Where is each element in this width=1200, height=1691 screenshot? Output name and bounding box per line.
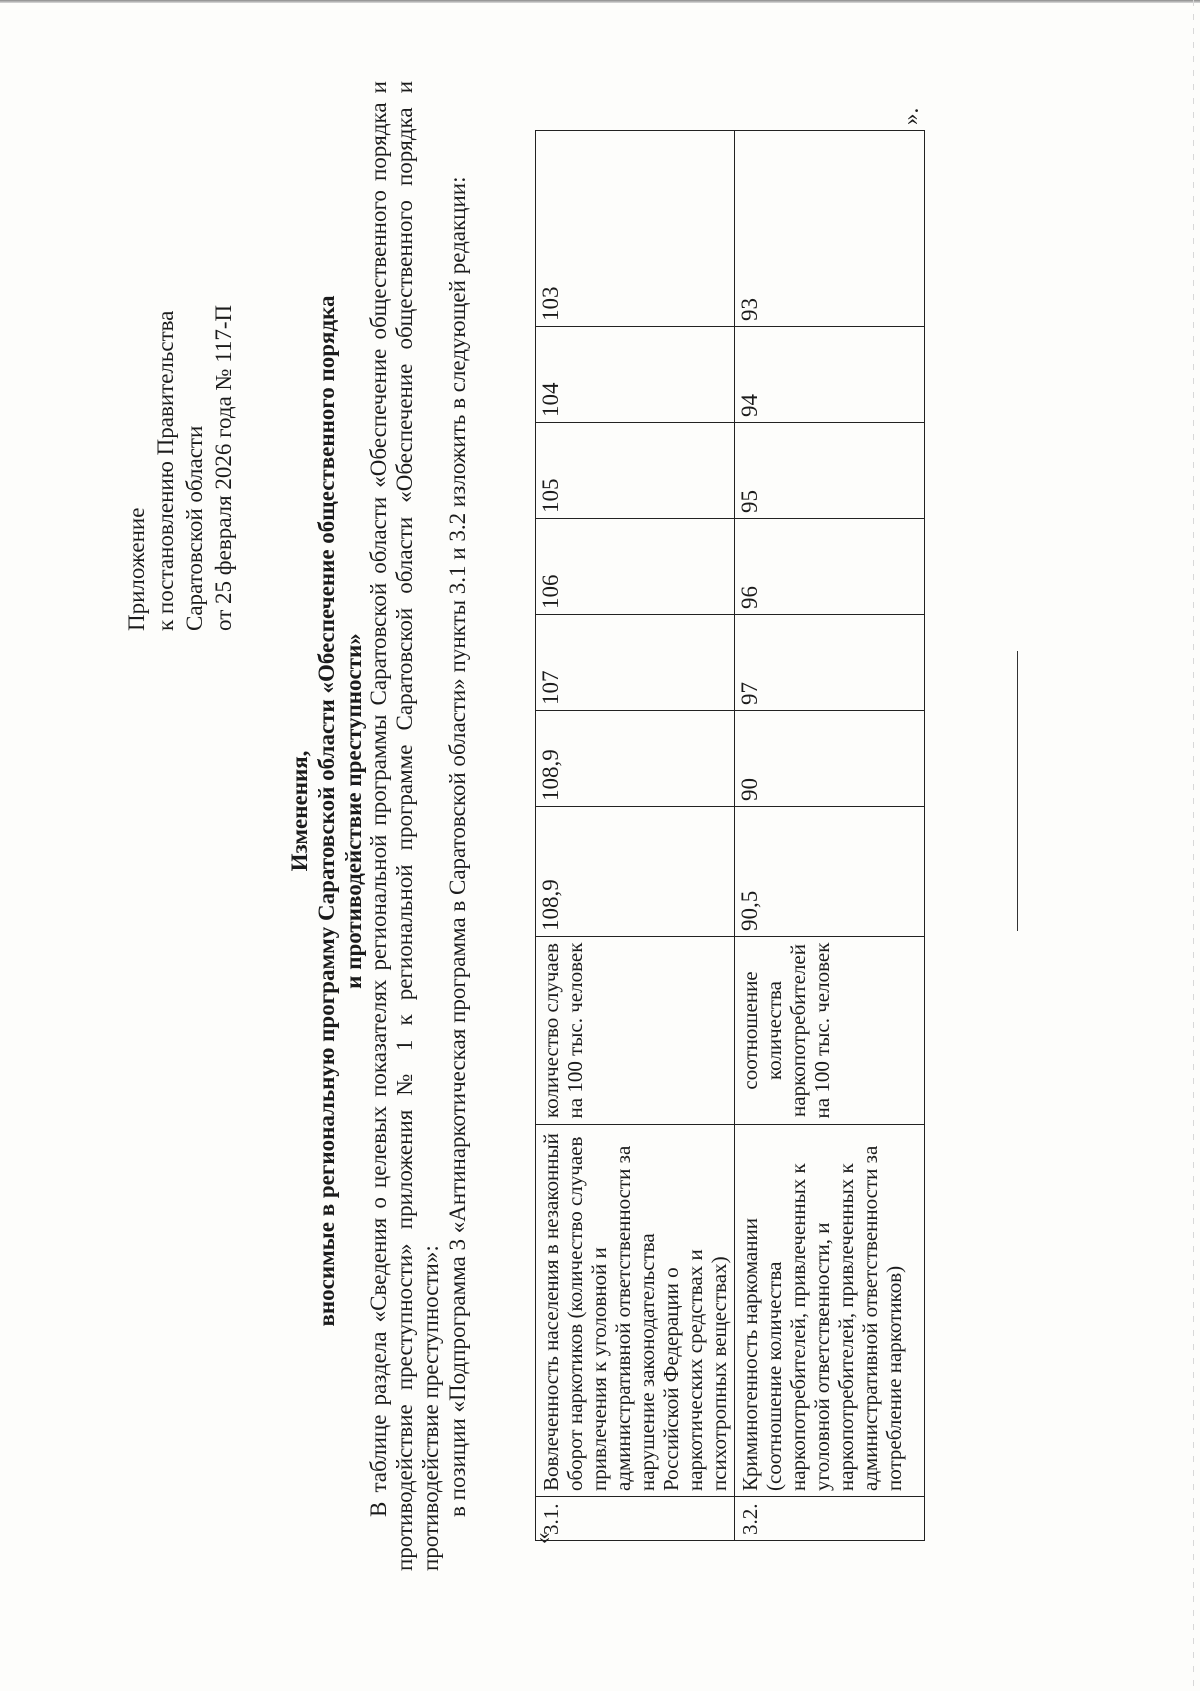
table-row [536, 131, 735, 1541]
closing-rule [1017, 651, 1018, 931]
indicators-table [535, 130, 925, 1541]
indicator-value: 108,9 [536, 711, 735, 807]
unit-of-measure: соотношение количества наркопотребителей на 100 тыс. человек [735, 937, 925, 1125]
indicator-value: 103 [536, 131, 735, 327]
appendix-line-1: Приложение [124, 507, 149, 631]
paragraph-2: в позиции «Подпрограмма 3 «Антинаркотическая программа в Саратовской области» пункты 3.1 и 3.2 изложить в следующей редакции: [445, 176, 470, 1517]
row-number: 3.2. [735, 1497, 925, 1541]
indicator-value: 106 [536, 519, 735, 615]
title-line-1: Изменения, [287, 750, 312, 872]
quote-close-mark: ». [898, 107, 923, 125]
indicator-value: 107 [536, 615, 735, 711]
unit-of-measure: количество случаев на 100 тыс. человек [536, 937, 735, 1125]
indicator-name: Вовлеченность населения в незаконный оборот наркотиков (количество случаев привлечения к уголовной и административной ответственности за нарушение законодательства Российской Федерации о наркотических средствах и психотропных веществах) [536, 1125, 735, 1497]
indicator-value: 96 [735, 519, 925, 615]
indicator-value: 90 [735, 711, 925, 807]
indicator-value: 105 [536, 423, 735, 519]
indicator-value: 97 [735, 615, 925, 711]
indicator-value: 90,5 [735, 807, 925, 937]
indicator-name: Криминогенность наркомании (соотношение количества наркопотребителей, привлеченных к уголовной ответственности, и наркопотребителей, привлеченных к административной ответственности за потребление наркотиков) [735, 1125, 925, 1497]
title-line-3: и противодействие преступности» [341, 633, 366, 989]
indicator-value: 93 [735, 131, 925, 327]
title-line-2: вносимые в региональную программу Саратовской области «Обеспечение общественного порядка [314, 295, 339, 1327]
indicator-value: 108,9 [536, 807, 735, 937]
table-row [735, 131, 925, 1541]
appendix-line-3: Саратовской области [182, 425, 207, 631]
quote-open-mark: « [530, 1532, 555, 1544]
indicator-value: 104 [536, 327, 735, 423]
row-number: 3.1. [536, 1497, 735, 1541]
indicator-value: 94 [735, 327, 925, 423]
appendix-header [122, 131, 238, 631]
paragraph-1: В таблице раздела «Сведения о целевых показателях региональной программы Саратовской области «Обеспечение общественного порядка и противодействие преступности» приложения № 1 к региональной программе Саратовской области «Обеспечение общественного порядка и противодействие преступности»: [366, 81, 443, 1571]
appendix-line-4: от 25 февраля 2026 года № 117-П [211, 304, 236, 631]
indicator-value: 95 [735, 423, 925, 519]
document-title [286, 81, 367, 1541]
appendix-line-2: к постановлению Правительства [153, 310, 178, 631]
